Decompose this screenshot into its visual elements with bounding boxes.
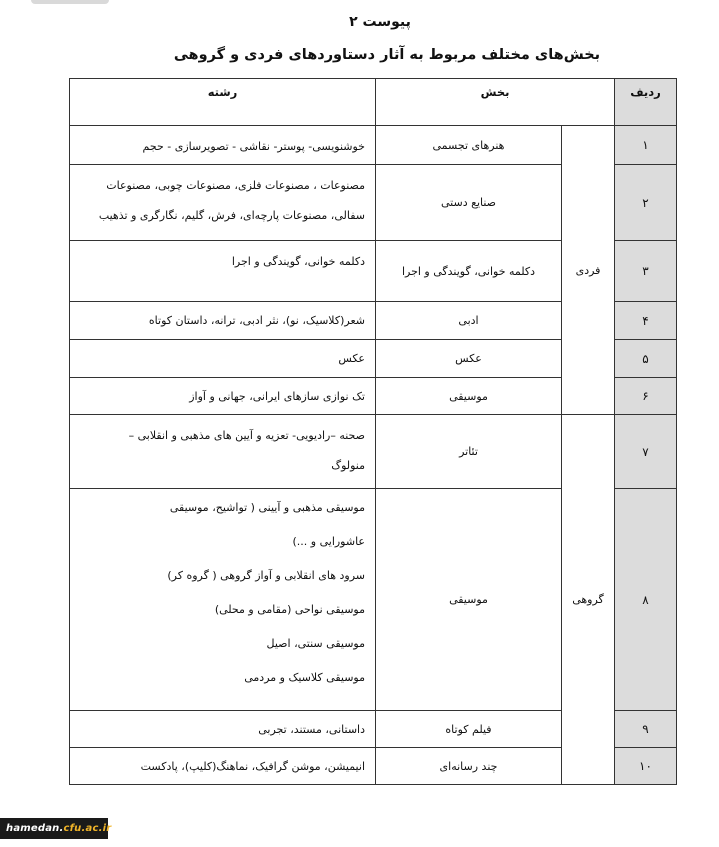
group-individual: فردی <box>562 126 615 415</box>
field-line: سفالی، مصنوعات پارچه‌ای، فرش، گلیم، نگارگری و تذهیب <box>98 209 365 222</box>
field-cell <box>70 378 376 415</box>
header-row-number: ردیف <box>615 79 677 126</box>
appendix-title: پیوست ۲ <box>349 14 411 30</box>
header-category: بخش <box>376 79 615 126</box>
top-tab <box>31 0 109 4</box>
field-line: صحنه –رادیویی- تعزیه و آیین های مذهبی و انقلابی – <box>128 429 365 442</box>
field-cell <box>70 340 376 378</box>
row-number: ۸ <box>615 489 677 711</box>
category-cell: صنایع دستی <box>376 165 562 241</box>
watermark-main: hamedan. <box>6 823 64 834</box>
field-line: عکس <box>338 352 365 365</box>
watermark-sub: cfu.ac.ir <box>63 823 112 834</box>
field-line: موسیقی سنتی، اصیل <box>266 637 365 650</box>
row-number: ۹ <box>615 711 677 748</box>
header-field: رشته <box>70 79 376 126</box>
site-watermark <box>0 818 112 839</box>
field-line: خوشنویسی- پوستر- نقاشی - تصویرسازی - حجم <box>142 140 365 153</box>
field-cell <box>70 711 376 748</box>
category-cell: ادبی <box>376 302 562 340</box>
field-line: موسیقی نواحی (مقامی و محلی) <box>214 603 365 616</box>
header-row <box>70 79 677 126</box>
field-line: تک نوازی سازهای ایرانی، جهانی و آواز <box>189 389 365 403</box>
category-cell: فیلم کوتاه <box>376 711 562 748</box>
field-line: دکلمه خوانی، گویندگی و اجرا <box>231 255 365 268</box>
row-number: ۱ <box>615 126 677 165</box>
row-number: ۶ <box>615 378 677 415</box>
category-cell: موسیقی <box>376 378 562 415</box>
row-number: ۱۰ <box>615 748 677 785</box>
category-cell: هنرهای تجسمی <box>376 126 562 165</box>
field-cell <box>70 241 376 302</box>
row-number: ۳ <box>615 241 677 302</box>
field-line: شعر(کلاسیک، نو)، نثر ادبی، ترانه، داستان کوتاه <box>148 314 365 327</box>
field-cell <box>70 489 376 711</box>
table-row <box>70 126 677 165</box>
row-number: ۷ <box>615 415 677 489</box>
group-collective: گروهی <box>562 415 615 785</box>
field-cell <box>70 302 376 340</box>
field-cell <box>70 165 376 241</box>
category-cell: عکس <box>376 340 562 378</box>
table-title: بخش‌های مختلف مربوط به آثار دستاوردهای فردی و گروهی <box>173 47 601 63</box>
field-line: داستانی، مستند، تجربی <box>258 722 365 736</box>
field-line: موسیقی کلاسیک و مردمی <box>244 671 365 684</box>
category-cell: تئاتر <box>376 415 562 489</box>
category-cell: چند رسانه‌ای <box>376 748 562 785</box>
field-line: انیمیشن، موشن گرافیک، نماهنگ(کلیپ)، پادکست <box>140 759 365 773</box>
field-line: مصنوعات ، مصنوعات فلزی، مصنوعات چوبی، مصنوعات <box>106 179 365 192</box>
field-line: موسیقی مذهبی و آیینی ( تواشیح، موسیقی <box>169 501 365 514</box>
field-line: منولوگ <box>331 459 365 472</box>
field-cell <box>70 748 376 785</box>
row-number: ۲ <box>615 165 677 241</box>
category-cell: دکلمه خوانی، گویندگی و اجرا <box>376 241 562 302</box>
field-line: عاشورایی و ...) <box>292 535 365 548</box>
row-number: ۴ <box>615 302 677 340</box>
row-number: ۵ <box>615 340 677 378</box>
table-row <box>70 415 677 489</box>
field-cell <box>70 415 376 489</box>
category-cell: موسیقی <box>376 489 562 711</box>
field-cell <box>70 126 376 165</box>
field-line: سرود های انقلابی و آواز گروهی ( گروه کر) <box>167 569 365 582</box>
sections-table <box>69 78 677 785</box>
